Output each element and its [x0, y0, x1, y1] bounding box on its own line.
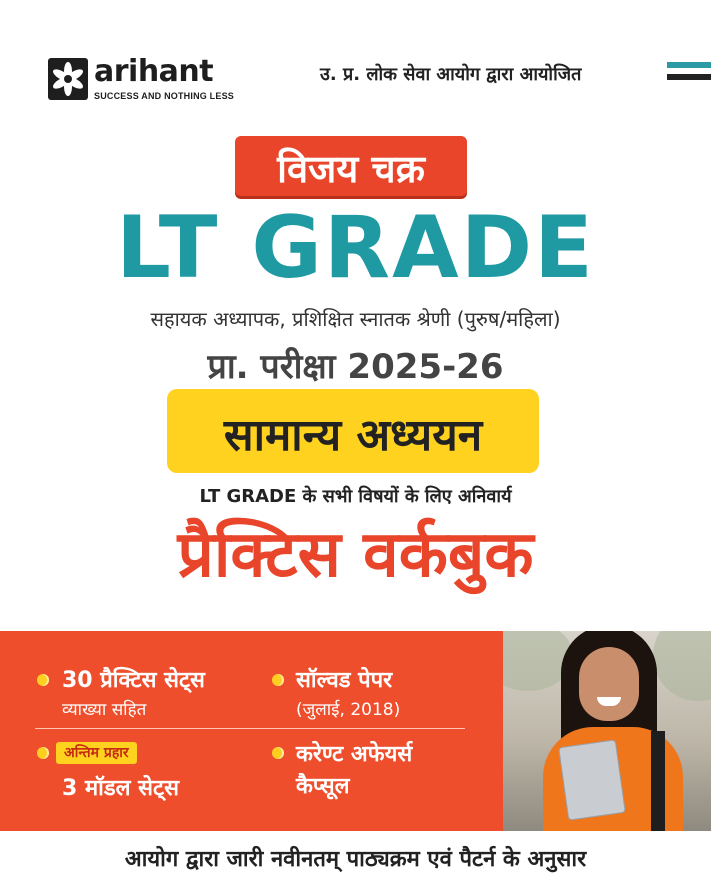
brand-name: arihant: [94, 54, 214, 89]
feature-model-sets: 3 मॉडल सेट्स: [62, 776, 179, 801]
exam-title: LT GRADE: [116, 198, 595, 298]
student-photo: [503, 631, 711, 831]
mandatory-note: LT GRADE के सभी विषयों के लिए अनिवार्य: [199, 486, 512, 507]
series-badge: [235, 136, 467, 196]
feature-solved-paper: सॉल्वड पेपर: [296, 668, 393, 693]
bullet-icon: [272, 674, 284, 686]
bullet-icon: [37, 674, 49, 686]
syllabus-note: आयोग द्वारा जारी नवीनतम् पाठ्यक्रम एवं पैटर्न के अनुसार: [124, 847, 587, 872]
arihant-logo: [48, 54, 238, 108]
feature-current-affairs: करेण्ट अफेयर्स: [296, 742, 413, 767]
syllabus-banner: [0, 831, 711, 887]
subject-title: सामान्य अध्ययन: [223, 410, 483, 461]
commission-heading: उ. प्र. लोक सेवा आयोग द्वारा आयोजित: [320, 64, 582, 85]
final-strike-tag: अन्तिम प्रहार: [56, 742, 137, 764]
book-type-title: प्रैक्टिस वर्कबुक: [177, 518, 534, 592]
feature-solved-paper-sub: (जुलाई, 2018): [296, 700, 401, 720]
features-divider: [35, 728, 465, 729]
brand-tagline: SUCCESS AND NOTHING LESS: [94, 91, 234, 101]
series-title: विजय चक्र: [277, 147, 425, 191]
subject-badge: [167, 389, 539, 473]
post-subtitle: सहायक अध्यापक, प्रशिक्षित स्नातक श्रेणी (पुरुष/महिला): [150, 307, 561, 331]
feature-practice-sets-sub: व्याख्या सहित: [62, 700, 147, 720]
logo-flower-icon: [48, 58, 88, 100]
exam-year: प्रा. परीक्षा 2025-26: [207, 347, 504, 387]
bullet-icon: [37, 747, 49, 759]
bullet-icon: [272, 747, 284, 759]
decorative-stripes: [667, 62, 711, 82]
feature-practice-sets: 30 प्रैक्टिस सेट्स: [62, 668, 205, 693]
feature-current-affairs-capsule: कैप्सूल: [296, 774, 350, 799]
